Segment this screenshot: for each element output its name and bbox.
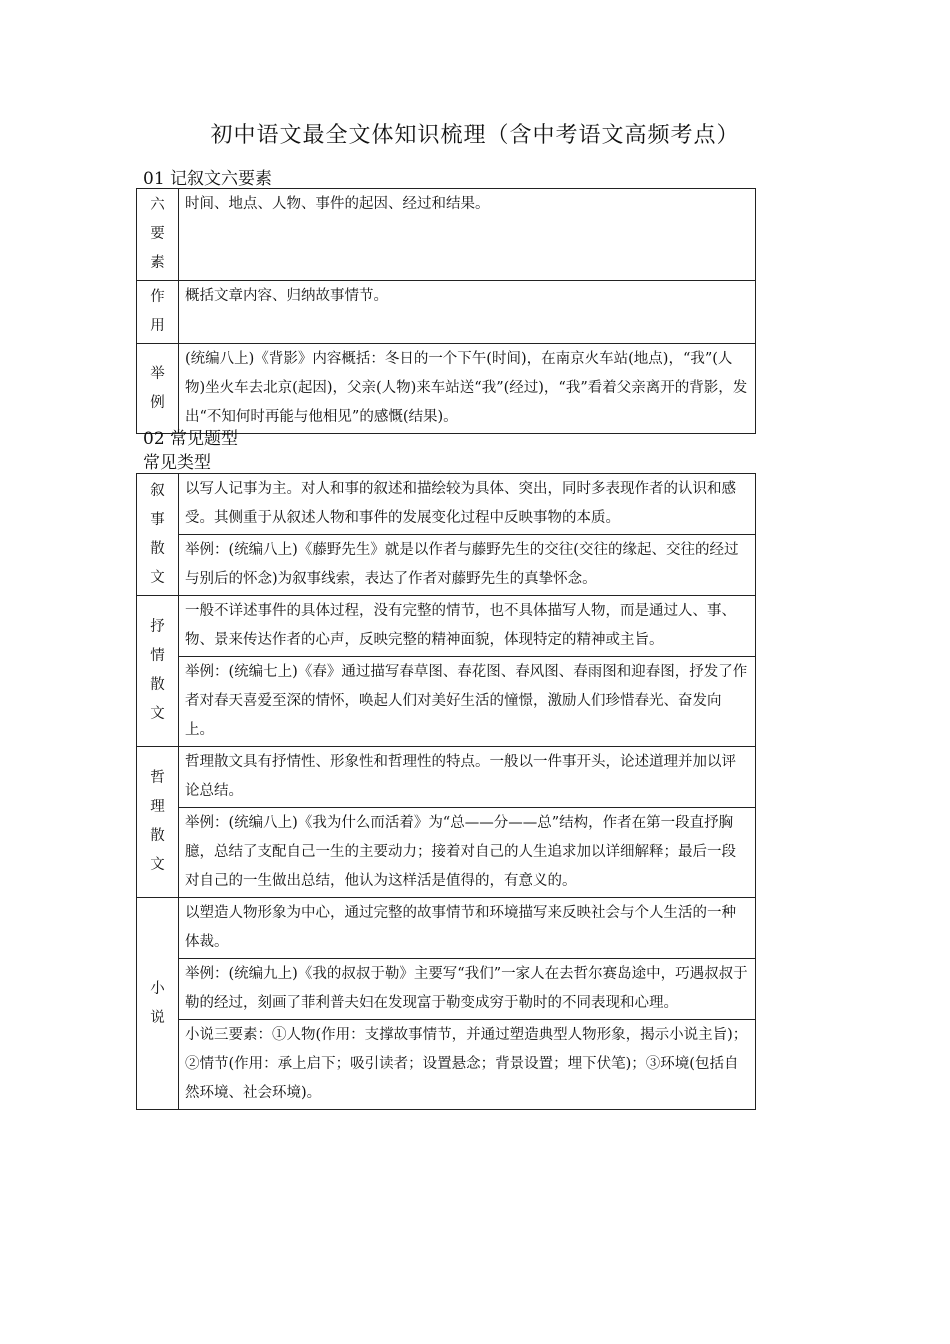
narrative-prose-definition: 以写人记事为主。对人和事的叙述和描绘较为具体、突出，同时多表现作者的认识和感受。其侧重于从叙述人物和事件的发展变化过程中反映事物的本质。 (179, 474, 756, 535)
philosophical-prose-definition: 哲理散文具有抒情性、形象性和哲理性的特点。一般以一件事开头，论述道理并加以评论总结。 (179, 747, 756, 808)
lyrical-prose-example: 举例：(统编七上)《春》通过描写春草图、春花图、春风图、春雨图和迎春图，抒发了作者对春天喜爱至深的情怀，唤起人们对美好生活的憧憬，激励人们珍惜春光、奋发向上。 (179, 657, 756, 747)
table-row (137, 959, 756, 1020)
table-row (137, 747, 756, 808)
table-row (137, 1020, 756, 1110)
section1-heading: 01 记叙文六要素 (143, 169, 273, 189)
novel-three-elements: 小说三要素：①人物(作用：支撑故事情节，并通过塑造典型人物形象，揭示小说主旨)；②情节(作用：承上启下；吸引读者；设置悬念；背景设置；埋下伏笔)；③环境(包括自然环境、社会环境)。 (179, 1020, 756, 1110)
row-label-philosophical-prose: 哲 理 散 文 (137, 747, 179, 898)
table-row (137, 808, 756, 898)
document-title: 初中语文最全文体知识梳理（含中考语文高频考点） (210, 123, 740, 148)
table-row (137, 189, 756, 281)
row-label-function: 作 用 (137, 281, 179, 344)
table-row (137, 596, 756, 657)
table-row (137, 535, 756, 596)
row-label-narrative-prose: 叙 事 散 文 (137, 474, 179, 596)
row-label-example: 举 例 (137, 344, 179, 434)
novel-example: 举例：(统编九上)《我的叔叔于勒》主要写“我们”一家人在去哲尔赛岛途中，巧遇叔叔于勒的经过，刻画了菲利普夫妇在发现富于勒变成穷于勒时的不同表现和心理。 (179, 959, 756, 1020)
table-row (137, 344, 756, 434)
table-row (137, 657, 756, 747)
philosophical-prose-example: 举例：(统编八上)《我为什么而活着》为“总——分——总”结构，作者在第一段直抒胸臆，总结了支配自己一生的主要动力；接着对自己的人生追求加以详细解释；最后一段对自己的一生做出总结，他认为这样活是值得的，有意义的。 (179, 808, 756, 898)
row-content-example: (统编八上)《背影》内容概括：冬日的一个下午(时间)，在南京火车站(地点)，“我”(人物)坐火车去北京(起因)，父亲(人物)来车站送“我”(经过)，“我”看着父亲离开的背影，发出“不知何时再能与他相见”的感慨(结果)。 (179, 344, 756, 434)
table-row (137, 474, 756, 535)
section2-subheading: 常见类型 (143, 453, 211, 473)
row-content-six-elements: 时间、地点、人物、事件的起因、经过和结果。 (179, 189, 756, 281)
six-elements-table (136, 188, 756, 434)
genre-types-table (136, 473, 756, 1110)
row-label-lyrical-prose: 抒 情 散 文 (137, 596, 179, 747)
narrative-prose-example: 举例：(统编八上)《藤野先生》就是以作者与藤野先生的交往(交往的缘起、交往的经过与别后的怀念)为叙事线索，表达了作者对藤野先生的真挚怀念。 (179, 535, 756, 596)
row-label-six-elements: 六 要 素 (137, 189, 179, 281)
section2-heading: 02 常见题型 (143, 429, 239, 449)
row-label-novel: 小 说 (137, 898, 179, 1110)
lyrical-prose-definition: 一般不详述事件的具体过程，没有完整的情节，也不具体描写人物，而是通过人、事、物、景来传达作者的心声，反映完整的精神面貌，体现特定的精神或主旨。 (179, 596, 756, 657)
novel-definition: 以塑造人物形象为中心，通过完整的故事情节和环境描写来反映社会与个人生活的一种体裁。 (179, 898, 756, 959)
row-content-function: 概括文章内容、归纳故事情节。 (179, 281, 756, 344)
table-row (137, 898, 756, 959)
table-row (137, 281, 756, 344)
